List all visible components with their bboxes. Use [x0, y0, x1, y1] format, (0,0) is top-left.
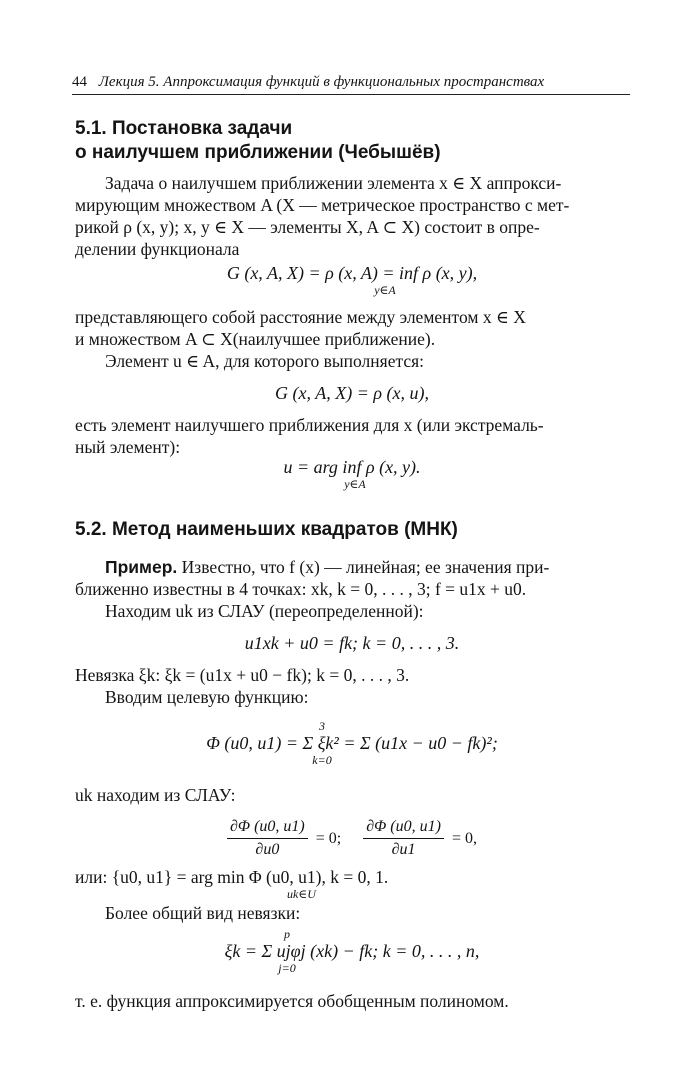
formula-slau [75, 632, 629, 654]
text-line: Вводим целевую функцию: [105, 687, 309, 707]
formula-target-function [75, 720, 629, 766]
text-line: ный элемент): [75, 437, 181, 457]
fraction-numerator: ∂Φ (u0, u1) [227, 816, 308, 839]
text-line: т. е. функция аппроксимируется обобщенным полиномом. [75, 991, 509, 1011]
sum-lower-limit: j=0 [278, 961, 296, 975]
formula-argmin [75, 456, 629, 490]
paragraph [75, 600, 629, 622]
heading-line: 5.1. Постановка задачи [75, 118, 293, 139]
formula-functional [75, 262, 629, 296]
paragraph [75, 784, 629, 806]
formula-general-residual [75, 928, 629, 974]
text-span: Известно, что f (x) — линейная; ее значения при- [181, 557, 550, 577]
text-line [75, 556, 629, 578]
formula-text: u = arg inf ρ (x, y). [283, 457, 421, 477]
text-line: ближенно известны в 4 точках: xk, k = 0, . . . , 3; f = u1x + u0. [75, 579, 527, 599]
text-line: есть элемент наилучшего приближения для x (или экстремаль- [75, 415, 544, 435]
paragraph-example [75, 556, 629, 600]
paragraph [75, 990, 629, 1012]
formula-text: u1xk + u0 = fk; k = 0, . . . , 3. [244, 633, 460, 653]
paragraph [75, 172, 629, 260]
running-title: Лекция 5. Аппроксимация функций в функциональных пространствах [98, 74, 545, 90]
running-header [72, 74, 630, 95]
sum-lower-limit: k=0 [312, 753, 332, 767]
paragraph [75, 350, 629, 372]
sum-upper-limit: p [284, 927, 290, 941]
paragraph [75, 866, 629, 900]
formula-text: G (x, A, X) = ρ (x, A) = inf ρ (x, y), [226, 263, 478, 283]
equals-zero: = 0, [451, 829, 477, 847]
heading-line: о наилучшем приближении (Чебышёв) [75, 142, 441, 163]
fraction-numerator: ∂Φ (u0, u1) [363, 816, 444, 839]
text-line: или: {u0, u1} = arg min Φ (u0, u1), k = 0, 1. [75, 867, 389, 887]
formula-best-element [75, 382, 629, 404]
text-line: делении функционала [75, 239, 240, 259]
formula-subscript: y∈A [374, 283, 396, 297]
page-number: 44 [72, 74, 87, 90]
section-heading-5-1 [75, 117, 441, 165]
text-line: Находим uk из СЛАУ (переопределенной): [105, 601, 424, 621]
equals-zero: = 0; [315, 829, 342, 847]
text-line: представляющего собой расстояние между элементом x ∈ X [75, 307, 526, 327]
fraction-left [227, 816, 308, 861]
formula-subscript: uk∈U [287, 887, 316, 901]
text-line: рикой ρ (x, y); x, y ∈ X — элементы X, A ⊂ X) состоит в опре- [75, 217, 540, 237]
text-line: мирующим множеством A (X — метрическое пространство с мет- [75, 195, 570, 215]
formula-partials [75, 816, 629, 861]
text-line: Более общий вид невязки: [105, 903, 301, 923]
sum-upper-limit: 3 [319, 719, 325, 733]
text-line: uk находим из СЛАУ: [75, 785, 236, 805]
fraction-right [363, 816, 444, 861]
formula-text: ξk = Σ ujφj (xk) − fk; k = 0, . . . , n, [224, 941, 480, 961]
formula-text: Φ (u0, u1) = Σ ξk² = Σ (u1x − u0 − fk)²; [206, 733, 498, 753]
text-line: Невязка ξk: ξk = (u1x + u0 − fk); k = 0, . . . , 3. [75, 665, 410, 685]
paragraph [75, 414, 629, 458]
example-label: Пример. [105, 557, 178, 577]
text-line: Элемент u ∈ A, для которого выполняется: [105, 351, 425, 371]
paragraph [75, 902, 629, 924]
text-line: Задача о наилучшем приближении элемента x ∈ X аппрокси- [105, 173, 562, 193]
fraction-denominator: ∂u1 [391, 841, 416, 858]
paragraph [75, 306, 629, 350]
formula-subscript: y∈A [344, 477, 366, 491]
fraction-denominator: ∂u0 [255, 841, 280, 858]
formula-text: G (x, A, X) = ρ (x, u), [275, 383, 429, 403]
section-heading-5-2: 5.2. Метод наименьших квадратов (МНК) [75, 519, 458, 540]
paragraph [75, 664, 629, 708]
text-line: и множеством A ⊂ X(наилучшее приближение). [75, 329, 436, 349]
